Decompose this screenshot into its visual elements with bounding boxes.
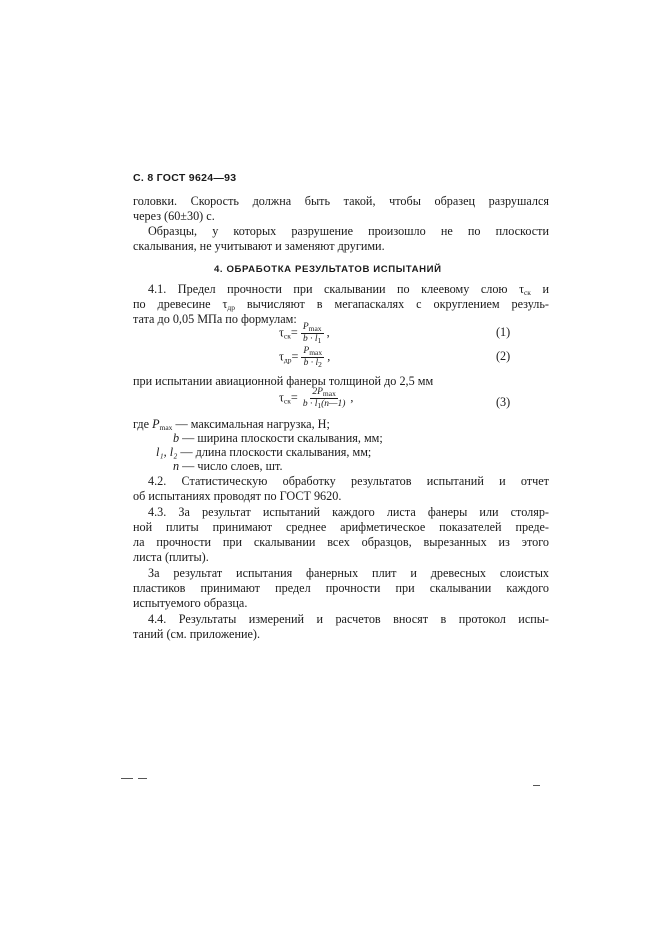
legend-row: l₁, l₂ — длина плоскости скалывания, мм; [156,445,372,459]
scan-mark [533,785,540,786]
formula-1-number: (1) [496,325,511,339]
p43-line-3: ла прочности при скалывании всех образцов, вырезанных из этого [133,535,549,549]
scan-mark [121,778,133,779]
p42-line-2: об испытаниях проводят по ГОСТ 9620. [133,489,342,503]
p43b-line-3: испытуемого образца. [133,596,248,610]
p41-line-2: по древесине $\tau_{др}$ вычисляют в мегапаскалях с округлением резуль- [133,297,549,312]
legend-row: b — ширина плоскости скалывания, мм; [173,431,383,445]
p41-line-1: 4.1. Предел прочности при скалывании по клеевому слою $\tau_{ск}$ и [148,282,549,297]
p43-line-2: ной плиты принимают среднее арифметическое показателей преде- [133,520,549,534]
formula-2-number: (2) [496,349,511,363]
section-title: 4. ОБРАБОТКА РЕЗУЛЬТАТОВ ИСПЫТАНИЙ [214,264,442,275]
p43b-line-1: За результат испытания фанерных плит и древесных слоистых [148,566,549,580]
aviation-note: при испытании авиационной фанеры толщиной до 2,5 мм [133,374,434,388]
formula-3-number: (3) [496,395,511,409]
intro-line-4: скалывания, не учитывают и заменяют другими. [133,239,385,253]
formula-3: $\tau_{ск}=$ $\frac{2P_{max}}{b \cdot l_1(n—1)}$ , [279,387,354,410]
p44-line-2: таний (см. приложение). [133,627,261,641]
intro-line-3: Образцы, у которых разрушение произошло не по плоскости [148,224,549,238]
p43b-line-2: пластиков принимают предел прочности при скалывании каждого [133,581,549,595]
p44-line-1: 4.4. Результаты измерений и расчетов вносят в протокол испы- [148,612,549,626]
page-header: С. 8 ГОСТ 9624—93 [133,172,237,184]
p43-line-1: 4.3. За результат испытаний каждого листа фанеры или столяр- [148,505,549,519]
scan-mark [138,778,147,779]
p43-line-4: листа (плиты). [133,550,209,564]
formula-1: $\tau_{ск}=$ $\frac{P_{max}}{b \cdot l_1}$ , [279,322,330,345]
formula-2: $\tau_{др}=$ $\frac{P_{max}}{b \cdot l_2}$ , [279,346,331,369]
intro-line-2: через (60±30) с. [133,209,215,223]
intro-line-1: головки. Скорость должна быть такой, чтобы образец разрушался [133,194,549,208]
p41-line-3: тата до 0,05 МПа по формулам: [133,312,297,326]
legend-row: где $P_{max}$ — максимальная нагрузка, Н; [133,417,330,432]
legend-row: n — число слоев, шт. [173,459,283,473]
p42-line-1: 4.2. Статистическую обработку результатов испытаний и отчет [148,474,549,488]
